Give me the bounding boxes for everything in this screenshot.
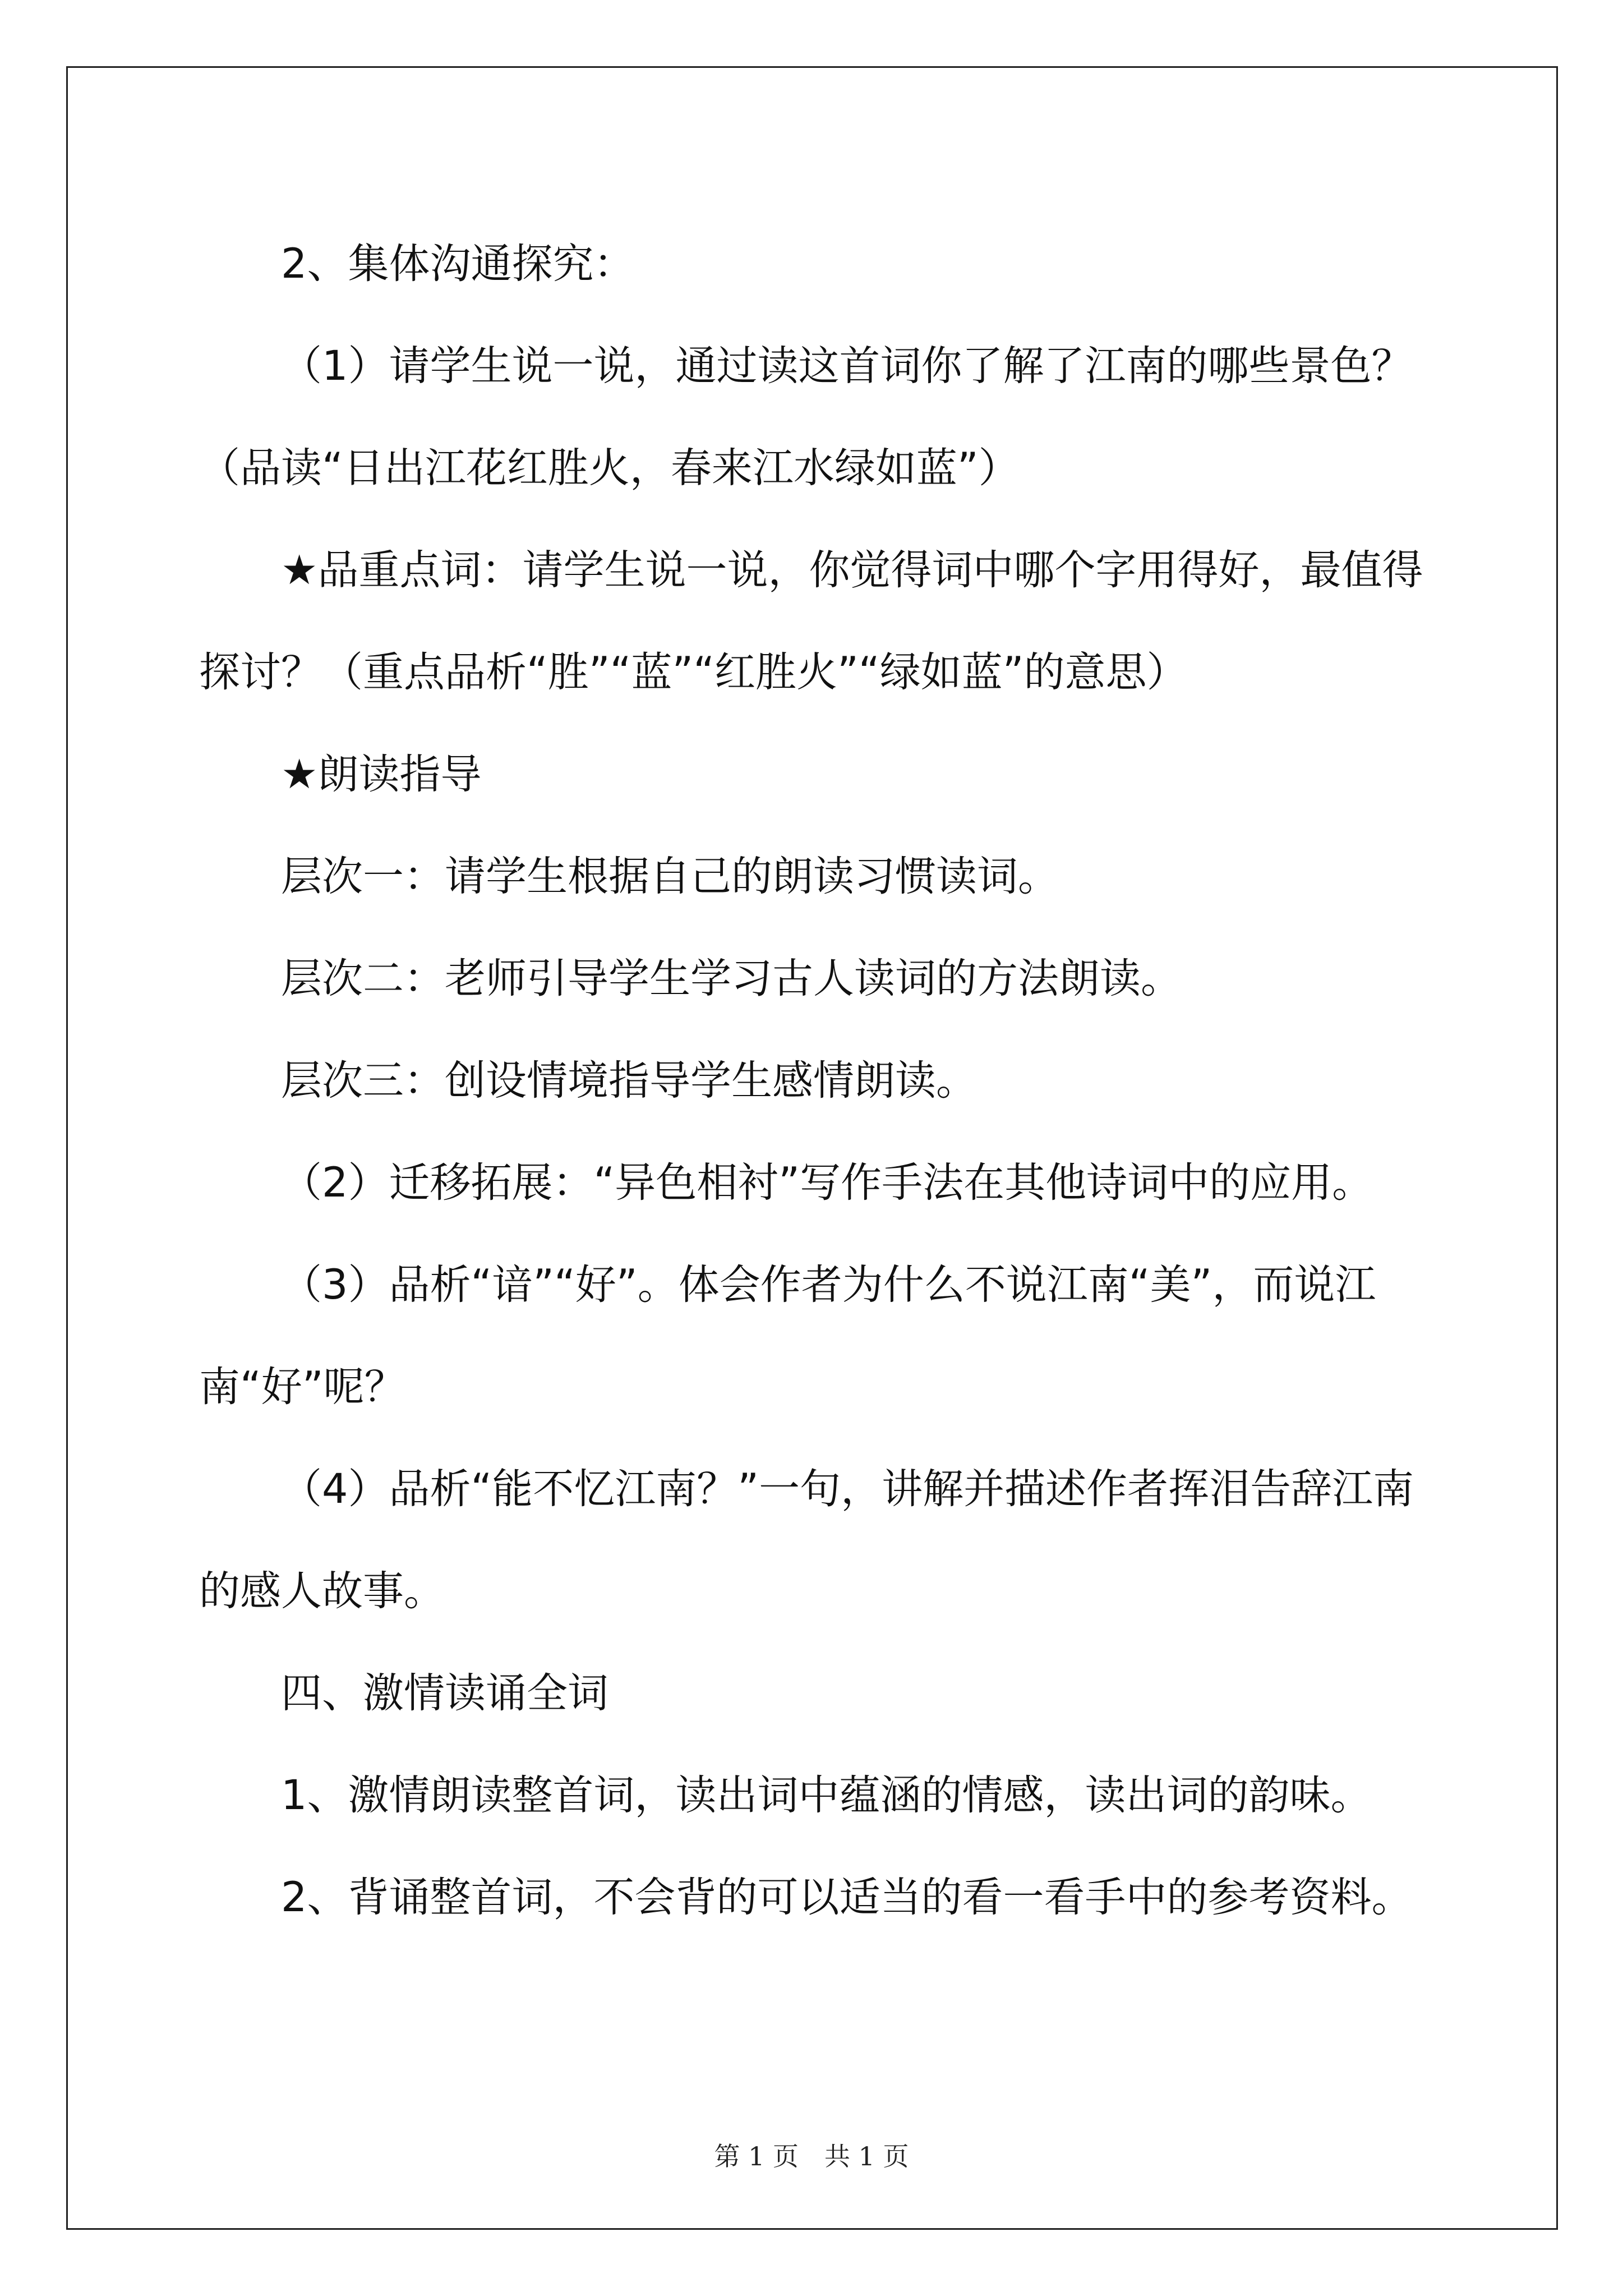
paragraph: 2、背诵整首词，不会背的可以适当的看一看手中的参考资料。 — [281, 1874, 1413, 1921]
paragraph: ★朗读指导 — [281, 751, 482, 798]
section-heading: 四、激情读诵全词 — [281, 1669, 608, 1717]
paragraph: 的感人故事。 — [199, 1567, 445, 1615]
paragraph: （1）请学生说一说，通过读这首词你了解了江南的哪些景色？ — [281, 342, 1413, 390]
paragraph: （3）品析“谙”“好”。体会作者为什么不说江南“美”，而说江 — [281, 1261, 1376, 1309]
page-number-footer: 第 1 页 共 1 页 — [714, 2141, 909, 2171]
paragraph: 1、激情朗读整首词，读出词中蕴涵的情感，读出词的韵味。 — [281, 1772, 1372, 1819]
paragraph: （品读“日出江花红胜火，春来江水绿如蓝”） — [199, 444, 1020, 492]
document-body — [199, 213, 1433, 1949]
paragraph: 探讨？（重点品析“胜”“蓝”“红胜火”“绿如蓝”的意思） — [199, 648, 1188, 696]
paragraph: （2）迁移拓展：“异色相衬”写作手法在其他诗词中的应用。 — [281, 1159, 1373, 1207]
paragraph: ★品重点词：请学生说一说，你觉得词中哪个字用得好，最值得 — [281, 546, 1423, 594]
paragraph: 层次一：请学生根据自己的朗读习惯读词。 — [281, 853, 1059, 900]
paragraph: 南“好”呢？ — [199, 1363, 405, 1411]
paragraph: （4）品析“能不忆江南？”一句，讲解并描述作者挥泪告辞江南 — [281, 1465, 1414, 1513]
paragraph: 2、集体沟通探究： — [281, 240, 635, 288]
paragraph: 层次二：老师引导学生学习古人读词的方法朗读。 — [281, 955, 1182, 1002]
paragraph: 层次三：创设情境指导学生感情朗读。 — [281, 1057, 977, 1105]
